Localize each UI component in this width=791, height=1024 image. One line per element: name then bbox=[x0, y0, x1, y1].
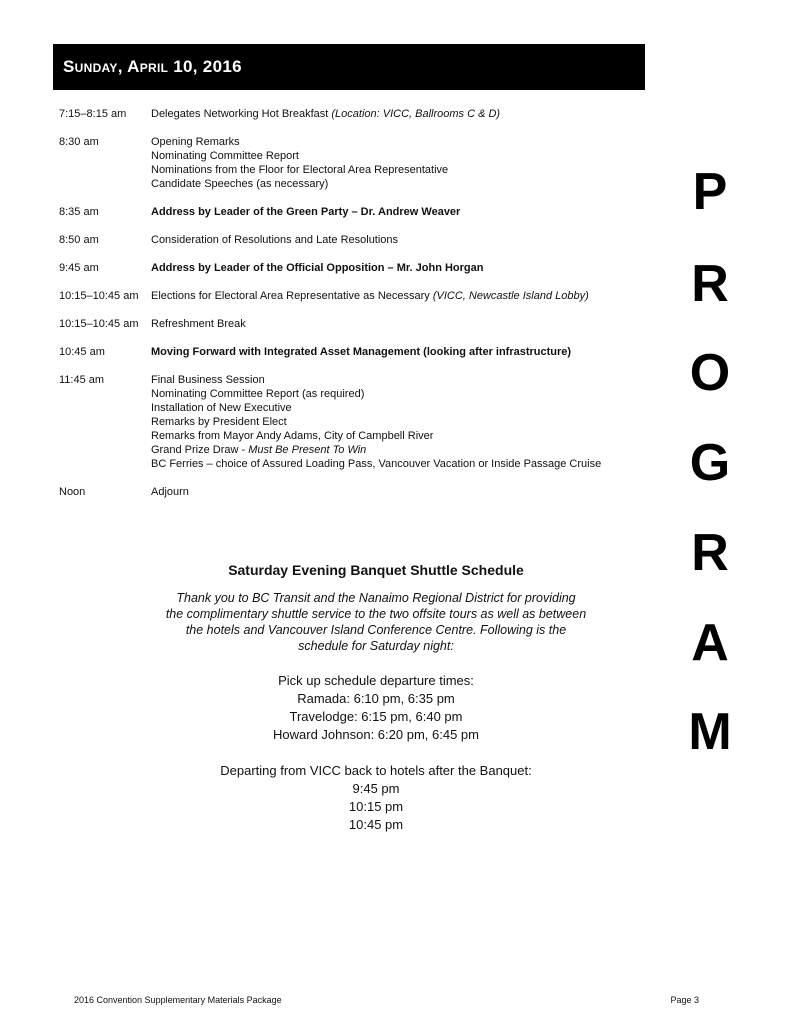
schedule-row bbox=[59, 107, 659, 121]
schedule-time: 10:15–10:45 am bbox=[59, 290, 139, 302]
schedule-time: Noon bbox=[59, 486, 86, 498]
schedule-item: Moving Forward with Integrated Asset Management (looking after infrastructure) bbox=[151, 346, 572, 358]
schedule-row bbox=[59, 373, 659, 471]
schedule-item: Remarks from Mayor Andy Adams, City of Campbell River bbox=[151, 430, 434, 442]
schedule-item: Nominating Committee Report bbox=[151, 150, 299, 162]
schedule-row bbox=[59, 289, 659, 303]
schedule-row bbox=[59, 485, 659, 499]
program-letter: G bbox=[689, 434, 731, 492]
program-letter: A bbox=[691, 614, 729, 672]
schedule-time: 8:35 am bbox=[59, 206, 99, 218]
program-letter: R bbox=[691, 524, 729, 582]
schedule-row bbox=[59, 233, 659, 247]
schedule-time: 7:15–8:15 am bbox=[59, 108, 127, 120]
schedule-time: 10:45 am bbox=[59, 346, 105, 358]
schedule-time: 8:50 am bbox=[59, 234, 99, 246]
schedule-item: Grand Prize Draw - Must Be Present To Win bbox=[151, 444, 367, 456]
schedule-item: BC Ferries – choice of Assured Loading Pass, Vancouver Vacation or Inside Passage Cruise bbox=[151, 458, 602, 470]
schedule-item: Consideration of Resolutions and Late Resolutions bbox=[151, 234, 399, 246]
schedule-item: Delegates Networking Hot Breakfast (Location: VICC, Ballrooms C & D) bbox=[151, 108, 501, 120]
schedule-item: Address by Leader of the Official Opposition – Mr. John Horgan bbox=[151, 262, 484, 274]
schedule-time: 8:30 am bbox=[59, 136, 99, 148]
schedule-row bbox=[59, 345, 659, 359]
schedule-item: Elections for Electoral Area Representative as Necessary (VICC, Newcastle Island Lobby) bbox=[151, 290, 589, 302]
schedule-item: Opening Remarks bbox=[151, 136, 240, 148]
schedule-item: Remarks by President Elect bbox=[151, 416, 287, 428]
schedule-item: Nominating Committee Report (as required) bbox=[151, 388, 365, 400]
schedule-item: Final Business Session bbox=[151, 374, 265, 386]
schedule-row bbox=[59, 261, 659, 275]
footer-document-title: 2016 Convention Supplementary Materials Package bbox=[74, 995, 282, 1005]
schedule-item: Installation of New Executive bbox=[151, 402, 292, 414]
schedule-time: 10:15–10:45 am bbox=[59, 318, 139, 330]
shuttle-intro: Thank you to BC Transit and the Nanaimo Regional District for providing the complimentary shuttle service to the two offsite tours as well as between the hotels and Vancouver Island Conference Centre. Following is the schedule for Saturday night: bbox=[165, 591, 587, 653]
day-banner bbox=[53, 44, 645, 90]
program-letter: O bbox=[689, 344, 731, 402]
program-letter: R bbox=[691, 255, 729, 313]
day-title: Sunday, April 10, 2016 bbox=[63, 57, 242, 76]
schedule-item: Nominations from the Floor for Electoral Area Representative bbox=[151, 164, 449, 176]
schedule-row bbox=[59, 317, 659, 331]
schedule-row bbox=[59, 135, 659, 191]
schedule-time: 9:45 am bbox=[59, 262, 99, 274]
shuttle-title: Saturday Evening Banquet Shuttle Schedule bbox=[228, 562, 524, 578]
pickup-schedule: Pick up schedule departure times: Ramada: 6:10 pm, 6:35 pm Travelodge: 6:15 pm, 6:40 pm Howard Johnson: 6:20 pm, 6:45 pm bbox=[273, 673, 479, 742]
footer-page-number: Page 3 bbox=[670, 995, 699, 1005]
program-letter: M bbox=[688, 703, 732, 761]
return-schedule: Departing from VICC back to hotels after the Banquet: 9:45 pm 10:15 pm 10:45 pm bbox=[220, 763, 532, 832]
schedule-item: Address by Leader of the Green Party – Dr. Andrew Weaver bbox=[151, 206, 461, 218]
shuttle-section bbox=[135, 562, 617, 852]
schedule-item: Candidate Speeches (as necessary) bbox=[151, 178, 329, 190]
schedule-item: Refreshment Break bbox=[151, 318, 246, 330]
schedule bbox=[59, 107, 659, 513]
program-letter: P bbox=[692, 163, 728, 221]
schedule-time: 11:45 am bbox=[59, 374, 105, 386]
schedule-item: Adjourn bbox=[151, 486, 189, 498]
schedule-row bbox=[59, 205, 659, 219]
